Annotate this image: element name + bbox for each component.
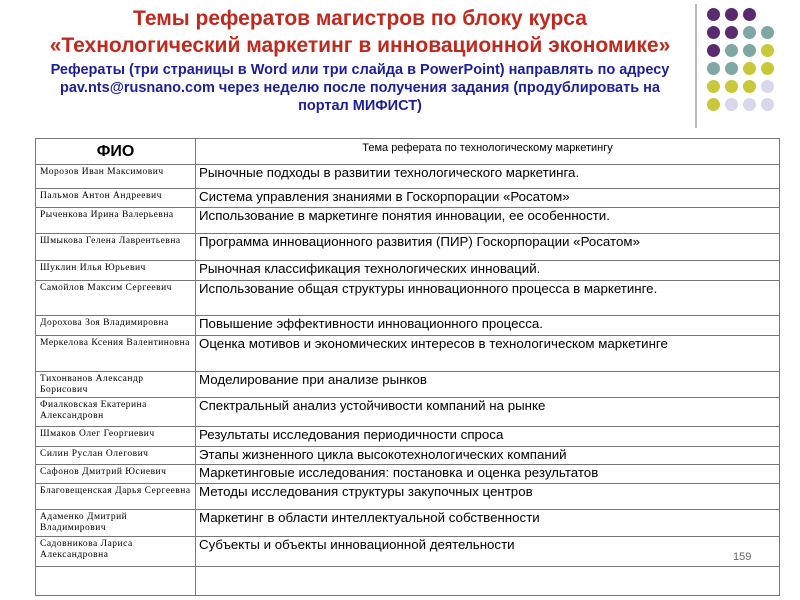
essay-topic: Спектральный анализ устойчивости компаний на рынке xyxy=(196,397,780,426)
page-number: 159 xyxy=(733,551,752,563)
table-row xyxy=(36,233,780,260)
essay-topic: Моделирование при анализе рынков xyxy=(196,371,780,397)
decor-dot xyxy=(725,62,738,75)
student-name: Шмаков Олег Георгиевич xyxy=(36,426,196,446)
essay-topic: Маркетинг в области интеллектуальной собственности xyxy=(196,510,780,537)
essay-topic: Этапы жизненного цикла высокотехнологических компаний xyxy=(196,446,780,465)
topics-table xyxy=(35,138,780,596)
student-name: Шмыкова Гелена Лаврентьевна xyxy=(36,233,196,260)
essay-topic xyxy=(196,566,780,595)
student-name: Пальмов Антон Андреевич xyxy=(36,189,196,208)
decor-dot xyxy=(725,44,738,57)
student-name: Садовникова Лариса Александровна xyxy=(36,537,196,566)
slide-subtitle-line1: Рефераты (три страницы в Word или три слайда в PowerPoint) направлять по адресу xyxy=(50,62,670,78)
decor-dot xyxy=(761,62,774,75)
decor-dot xyxy=(761,98,774,111)
slide-subtitle-line2: pav.nts@rusnano.com через неделю после получения задания (продублировать на xyxy=(60,80,660,96)
header-topic: Тема реферата по технологическому маркетингу xyxy=(196,139,780,165)
table-row xyxy=(36,537,780,566)
decor-dot xyxy=(743,80,756,93)
table-row xyxy=(36,261,780,281)
student-name: Самойлов Максим Сергеевич xyxy=(36,280,196,315)
decor-dot xyxy=(707,44,720,57)
slide-subtitle-line3: портал МИФИСТ) xyxy=(298,98,422,114)
essay-topic: Результаты исследования периодичности спроса xyxy=(196,426,780,446)
essay-topic: Система управления знаниями в Госкорпорации «Росатом» xyxy=(196,189,780,208)
decor-dot xyxy=(743,26,756,39)
decor-dot xyxy=(761,26,774,39)
decor-dot xyxy=(743,44,756,57)
student-name: Благовещенская Дарья Сергеевна xyxy=(36,484,196,510)
essay-topic: Рыночные подходы в развитии технологического маркетинга. xyxy=(196,165,780,189)
essay-topic: Рыночная классификация технологических инноваций. xyxy=(196,261,780,281)
essay-topic: Повышение эффективности инновационного процесса. xyxy=(196,316,780,336)
essay-topic: Маркетинговые исследования: постановка и оценка результатов xyxy=(196,465,780,484)
decor-dot xyxy=(707,62,720,75)
decor-dot xyxy=(761,80,774,93)
table-row xyxy=(36,336,780,371)
student-name xyxy=(36,566,196,595)
student-name: Тихонванов Александр Борисович xyxy=(36,371,196,397)
decor-dot xyxy=(707,26,720,39)
student-name: Меркелова Ксения Валентиновна xyxy=(36,336,196,371)
table-row xyxy=(36,465,780,484)
student-name: Сафонов Дмитрий Юсиевич xyxy=(36,465,196,484)
table-row xyxy=(36,207,780,233)
table-row xyxy=(36,189,780,208)
student-name: Адаменко Дмитрий Владимирович xyxy=(36,510,196,537)
table-row xyxy=(36,371,780,397)
table-header-row xyxy=(36,139,780,165)
decor-dot xyxy=(707,8,720,21)
decor-dot xyxy=(707,80,720,93)
student-name: Шуклин Илья Юрьевич xyxy=(36,261,196,281)
slide-title-block xyxy=(18,6,702,115)
decor-dot xyxy=(743,98,756,111)
table-row xyxy=(36,165,780,189)
decor-dot xyxy=(761,44,774,57)
decor-dot xyxy=(725,98,738,111)
table-row xyxy=(36,446,780,465)
student-name: Силин Руслан Олегович xyxy=(36,446,196,465)
decor-dot xyxy=(743,62,756,75)
table-row xyxy=(36,397,780,426)
essay-topic: Методы исследования структуры закупочных центров xyxy=(196,484,780,510)
table-row xyxy=(36,316,780,336)
essay-topic: Использование общая структуры инновационного процесса в маркетинге. xyxy=(196,280,780,315)
table-row xyxy=(36,484,780,510)
student-name: Рыченкова Ирина Валерьевна xyxy=(36,207,196,233)
decor-dot xyxy=(725,26,738,39)
table-row xyxy=(36,510,780,537)
essay-topic: Программа инновационного развития (ПИР) Госкорпорации «Росатом» xyxy=(196,233,780,260)
slide-title-line1: Темы рефератов магистров по блоку курса xyxy=(133,7,587,30)
decor-divider-line xyxy=(695,4,697,128)
essay-topic: Субъекты и объекты инновационной деятельности xyxy=(196,537,780,566)
table-row xyxy=(36,280,780,315)
slide-title-line2: «Технологический маркетинг в инновационной экономике» xyxy=(49,34,671,57)
essay-topic: Оценка мотивов и экономических интересов в технологическом маркетинге xyxy=(196,336,780,371)
essay-topic: Использование в маркетинге понятия инновации, ее особенности. xyxy=(196,207,780,233)
table-row xyxy=(36,426,780,446)
student-name: Морозов Иван Максимович xyxy=(36,165,196,189)
student-name: Дорохова Зоя Владимировна xyxy=(36,316,196,336)
student-name: Фиалковская Екатерина Александровн xyxy=(36,397,196,426)
decor-dot xyxy=(743,8,756,21)
decor-dot xyxy=(725,80,738,93)
header-name: ФИО xyxy=(36,139,196,165)
table-row xyxy=(36,566,780,595)
decor-dot xyxy=(725,8,738,21)
decor-dot xyxy=(707,98,720,111)
